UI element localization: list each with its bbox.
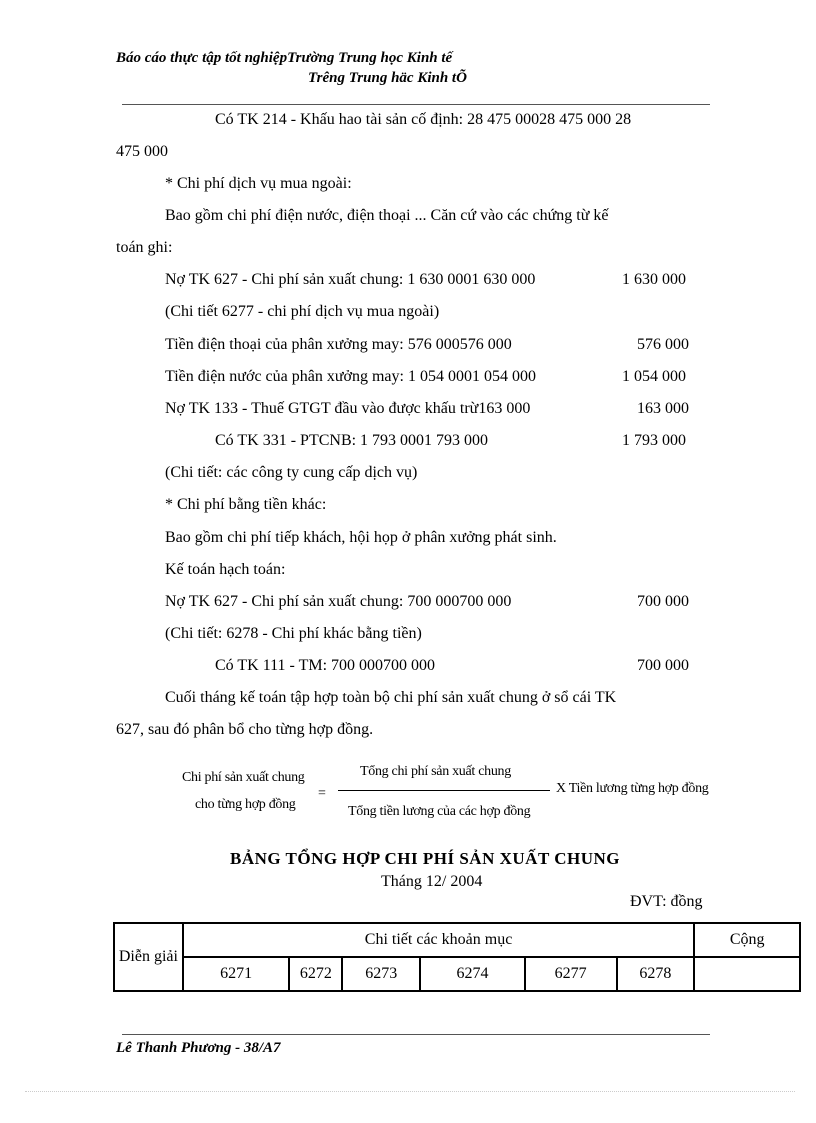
text-line: * Chi phí dịch vụ mua ngoài: (165, 175, 352, 192)
table-unit: ĐVT: đồng (630, 893, 703, 910)
entry-label: Nợ TK 627 - Chi phí sản xuất chung: 700 000700 000 (165, 593, 512, 610)
formula-lhs-line2: cho từng hợp đồng (195, 797, 296, 812)
entry-label: Tiền điện nước của phân xưởng may: 1 054 0001 054 000 (165, 368, 536, 385)
text-line: Kế toán hạch toán: (165, 561, 286, 578)
text-line: Cuối tháng kế toán tập hợp toàn bộ chi phí sản xuất chung ở sổ cái TK (165, 689, 617, 706)
text-line: (Chi tiết: các công ty cung cấp dịch vụ) (165, 464, 418, 481)
table-month: Tháng 12/ 2004 (381, 873, 483, 890)
formula-numerator: Tổng chi phí sản xuất chung (360, 764, 511, 779)
footer-author: Lê Thanh Phương - 38/A7 (116, 1040, 281, 1056)
entry-amount: 576 000 (637, 336, 689, 353)
account-cell: 6278 (617, 957, 695, 991)
account-cell: 6272 (289, 957, 342, 991)
account-cell: 6271 (183, 957, 290, 991)
total-cell (694, 957, 800, 991)
entry-amount: 1 630 000 (622, 271, 686, 288)
header-cell-description: Diễn giải (114, 923, 183, 991)
text-line: (Chi tiết 6277 - chi phí dịch vụ mua ngoài) (165, 303, 440, 320)
entry-amount: 700 000 (637, 593, 689, 610)
entry-label: Có TK 111 - TM: 700 000700 000 (215, 657, 436, 674)
entry-amount: 1 793 000 (622, 432, 686, 449)
formula-denominator: Tổng tiền lương của các hợp đồng (348, 804, 531, 819)
header-subtitle: Trêng Trung häc Kinh tÕ (308, 70, 467, 86)
text-line: * Chi phí bằng tiền khác: (165, 496, 327, 513)
header-divider (122, 104, 710, 105)
entry-label: Tiền điện thoại của phân xưởng may: 576 000576 000 (165, 336, 512, 353)
account-cell: 6273 (342, 957, 420, 991)
text-line: toán ghi: (116, 239, 173, 256)
text-line: 475 000 (116, 143, 168, 160)
page-bottom-border (25, 1091, 795, 1092)
table-title: BẢNG TỔNG HỢP CHI PHÍ SẢN XUẤT CHUNG (230, 849, 620, 868)
text-line: (Chi tiết: 6278 - Chi phí khác bằng tiền) (165, 625, 422, 642)
entry-amount: 163 000 (637, 400, 689, 417)
entry-amount: 1 054 000 (622, 368, 686, 385)
text-line: Bao gồm chi phí điện nước, điện thoại ... Căn cứ vào các chứng từ kế (165, 207, 609, 224)
header-title: Báo cáo thực tập tốt nghiệpTrường Trung học Kinh tế (116, 50, 453, 66)
entry-label: Nợ TK 133 - Thuế GTGT đầu vào được khấu trừ163 000 (165, 400, 531, 417)
fraction-bar (338, 790, 550, 791)
summary-table (113, 922, 801, 992)
header-cell-total: Cộng (694, 923, 800, 957)
account-cell: 6277 (525, 957, 617, 991)
text-line: 627, sau đó phân bổ cho từng hợp đồng. (116, 721, 374, 738)
text-line: Bao gồm chi phí tiếp khách, hội họp ở phân xưởng phát sinh. (165, 529, 557, 546)
formula-equals: = (318, 786, 326, 801)
formula-rhs: X Tiền lương từng hợp đồng (556, 781, 709, 796)
text-line: Có TK 214 - Khấu hao tài sản cố định: 28 475 00028 475 000 28 (215, 111, 632, 128)
account-cell: 6274 (420, 957, 525, 991)
entry-label: Có TK 331 - PTCNB: 1 793 0001 793 000 (215, 432, 489, 449)
header-cell-detail: Chi tiết các khoản mục (183, 923, 694, 957)
footer-divider (122, 1034, 710, 1035)
formula-lhs-line1: Chi phí sản xuất chung (182, 770, 305, 785)
entry-amount: 700 000 (637, 657, 689, 674)
entry-label: Nợ TK 627 - Chi phí sản xuất chung: 1 630 0001 630 000 (165, 271, 536, 288)
